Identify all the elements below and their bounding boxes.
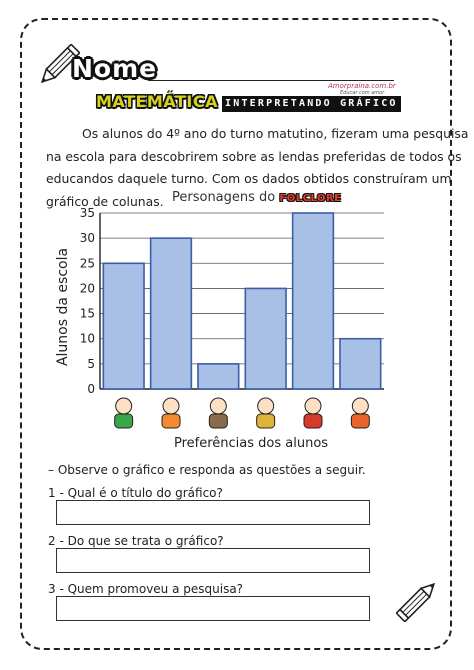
y-tick-label: 30 bbox=[79, 231, 95, 246]
character-head-icon bbox=[210, 398, 226, 414]
brand-watermark: Amorpraina.com.br bbox=[328, 82, 396, 90]
y-tick-label: 35 bbox=[79, 206, 95, 220]
intro-line: educandos daquele turno. Com os dados obtidos construíram um bbox=[46, 171, 452, 186]
question-2: 2 - Do que se trata o gráfico? bbox=[48, 534, 224, 548]
character-head-icon bbox=[352, 398, 368, 414]
character-body-icon bbox=[257, 414, 275, 428]
question-3: 3 - Quem promoveu a pesquisa? bbox=[48, 582, 244, 596]
character-body-icon bbox=[115, 414, 133, 428]
chart-bar bbox=[293, 213, 334, 389]
chart-bar bbox=[340, 339, 381, 389]
name-label: Nome bbox=[72, 54, 158, 83]
character-head-icon bbox=[116, 398, 132, 414]
character-body-icon bbox=[304, 414, 322, 428]
answer-box-1[interactable] bbox=[56, 500, 370, 525]
brand-subtitle: Educar com amor bbox=[340, 90, 385, 96]
pencil-icon bbox=[396, 576, 442, 622]
name-writing-line bbox=[148, 80, 394, 81]
character-body-icon bbox=[162, 414, 180, 428]
y-tick-label: 15 bbox=[79, 306, 95, 321]
chart-title-text: Personagens do bbox=[172, 190, 276, 205]
questions-instruction: – Observe o gráfico e responda as questões a seguir. bbox=[48, 463, 366, 477]
character-body-icon bbox=[351, 414, 369, 428]
question-1: 1 - Qual é o título do gráfico? bbox=[48, 486, 223, 500]
chart-bar bbox=[245, 288, 286, 389]
chart-x-axis-label: Preferências dos alunos bbox=[174, 436, 329, 451]
chart-bar bbox=[151, 238, 192, 389]
chart-title-highlight: FOLCLORE bbox=[279, 193, 342, 204]
y-tick-label: 20 bbox=[79, 281, 95, 296]
chart-y-axis-label: Alunos da escola bbox=[55, 247, 71, 367]
chart-bar bbox=[103, 263, 144, 389]
y-tick-label: 0 bbox=[87, 382, 95, 396]
intro-line: Os alunos do 4º ano do turno matutino, fizeram uma pesquisa bbox=[82, 126, 469, 141]
y-tick-label: 25 bbox=[79, 256, 95, 271]
y-tick-label: 5 bbox=[87, 356, 95, 371]
subject-title: MATEMÁTICA bbox=[96, 92, 218, 111]
character-head-icon bbox=[258, 398, 274, 414]
y-tick-label: 10 bbox=[79, 331, 95, 346]
intro-line: na escola para descobrirem sobre as lendas preferidas de todos os bbox=[46, 148, 462, 164]
topic-banner: INTERPRETANDO GRÁFICO bbox=[222, 96, 401, 112]
answer-box-2[interactable] bbox=[56, 548, 370, 573]
chart-bar bbox=[198, 364, 239, 389]
character-body-icon bbox=[209, 414, 227, 428]
character-head-icon bbox=[163, 398, 179, 414]
character-head-icon bbox=[305, 398, 321, 414]
bar-chart bbox=[50, 200, 390, 440]
intro-line: gráfico de colunas. bbox=[46, 193, 164, 209]
answer-box-3[interactable] bbox=[56, 596, 370, 621]
